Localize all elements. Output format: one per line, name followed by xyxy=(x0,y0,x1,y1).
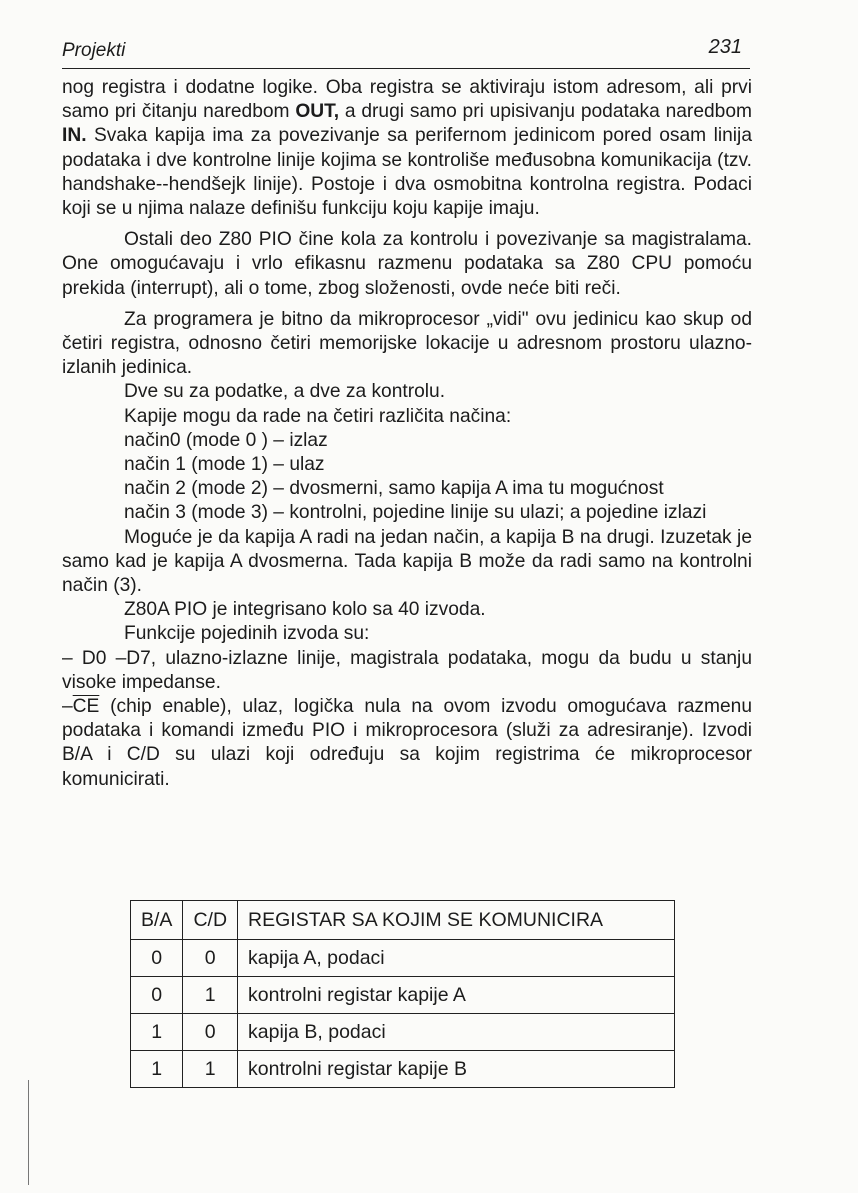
cell-ba: 0 xyxy=(131,977,183,1014)
table-row xyxy=(131,977,675,1014)
cell-cd: 1 xyxy=(183,1051,238,1088)
paragraph-ports: Moguće je da kapija A radi na jedan način, a kapija B na drugi. Izuzetak je samo kad je kapija A dvosmerna. Tada kapija B može da radi samo na kontrolni način (3). xyxy=(62,526,752,597)
keyword-in: IN. xyxy=(62,125,87,147)
dash: – xyxy=(62,696,73,718)
paragraph-control: Ostali deo Z80 PIO čine kola za kontrolu i povezivanje sa magistralama. One omogućavaju i vrlo efikasnu razmenu podataka sa Z80 CPU pomoću prekida (interrupt), ali o tome, zbog složenosti, ovde neće biti reči. xyxy=(62,229,752,299)
header-cd: C/D xyxy=(183,901,238,940)
scan-margin-line xyxy=(28,1080,29,1185)
cell-cd: 0 xyxy=(183,1014,238,1051)
ce-signal: $\overline{CE}$ xyxy=(72,696,100,718)
text-run: (chip enable), ulaz, logička nula na ovom izvodu omogućava razmenu podataka i komandi između PIO i mikroprocesora (služi za adresiranje). Izvodi B/A i C/D su ulazi koji određuju sa kojim registrima će mikroprocesor komunicirati. xyxy=(62,696,752,790)
text-run: nog registra i dodatne logike. Oba registra se aktiviraju istom adresom, ali prvi samo pri čitanju naredbom xyxy=(62,77,752,123)
cell-ba: 0 xyxy=(131,940,183,977)
cell-ba: 1 xyxy=(131,1014,183,1051)
paragraph-data-control: Dve su za podatke, a dve za kontrolu. xyxy=(124,381,446,403)
paragraph-registers xyxy=(62,76,752,221)
keyword-out: OUT, xyxy=(295,101,340,123)
cell-ba: 1 xyxy=(131,1051,183,1088)
cell-cd: 1 xyxy=(183,977,238,1014)
header-ba: B/A xyxy=(131,901,183,940)
mode-2-text: način 2 (mode 2) – dvosmerni, samo kapija A ima tu mogućnost xyxy=(124,478,664,500)
header-register: REGISTAR SA KOJIM SE KOMUNICIRA xyxy=(238,901,675,940)
table-row xyxy=(131,1014,675,1051)
paragraph-programmer: Za programera je bitno da mikroprocesor „vidi" ovu jedinicu kao skup od četiri registra, odnosno četiri memorijske lokacije u adresnom prostoru ulazno-izlanih jedinica. xyxy=(62,308,752,379)
paragraph-chip-enable xyxy=(62,695,752,792)
table-row xyxy=(131,1051,675,1088)
mode-3-item xyxy=(62,501,752,525)
paragraph-pins: Z80A PIO je integrisano kolo sa 40 izvoda. xyxy=(124,599,486,621)
paragraph-modes-intro: Kapije mogu da rade na četiri različita načina: xyxy=(124,405,512,427)
paragraph-functions: Funkcije pojedinih izvoda su: xyxy=(124,623,370,645)
cell-register: kapija A, podaci xyxy=(238,940,675,977)
cell-register: kapija B, podaci xyxy=(238,1014,675,1051)
cell-register: kontrolni registar kapije B xyxy=(238,1051,675,1088)
table-row xyxy=(131,940,675,977)
section-title: Projekti xyxy=(62,40,126,61)
paragraph-data-lines: – D0 –D7, ulazno-izlazne linije, magistrala podataka, mogu da budu u stanju visoke impedanse. xyxy=(62,647,752,693)
cell-cd: 0 xyxy=(183,940,238,977)
register-table xyxy=(130,900,675,1088)
cell-register: kontrolni registar kapije A xyxy=(238,977,675,1014)
mode-3-text: način 3 (mode 3) – kontrolni, pojedine linije su ulazi; a pojedine izlazi xyxy=(124,502,707,524)
text-run: a drugi samo pri upisivanju podataka naredbom xyxy=(339,101,752,123)
text-run: Svaka kapija ima za povezivanje sa perifernom jedinicom pored osam linija podataka i dve kontrolne linije kojima se kontroliše međusobna komunikacija (tzv. handshake--hendšejk linije). Postoje i dva osmobitna kontrolna registra. Podaci koji se u njima nalaze definišu funkciju koju kapije imaju. xyxy=(62,125,752,220)
page-header xyxy=(62,36,750,69)
page-number: 231 xyxy=(708,36,742,58)
mode-2-item xyxy=(62,477,752,501)
mode-1-item: način 1 (mode 1) – ulaz xyxy=(124,454,325,476)
body-text xyxy=(62,76,752,792)
mode-0-item: način0 (mode 0 ) – izlaz xyxy=(124,429,328,451)
table-header-row xyxy=(131,901,675,940)
